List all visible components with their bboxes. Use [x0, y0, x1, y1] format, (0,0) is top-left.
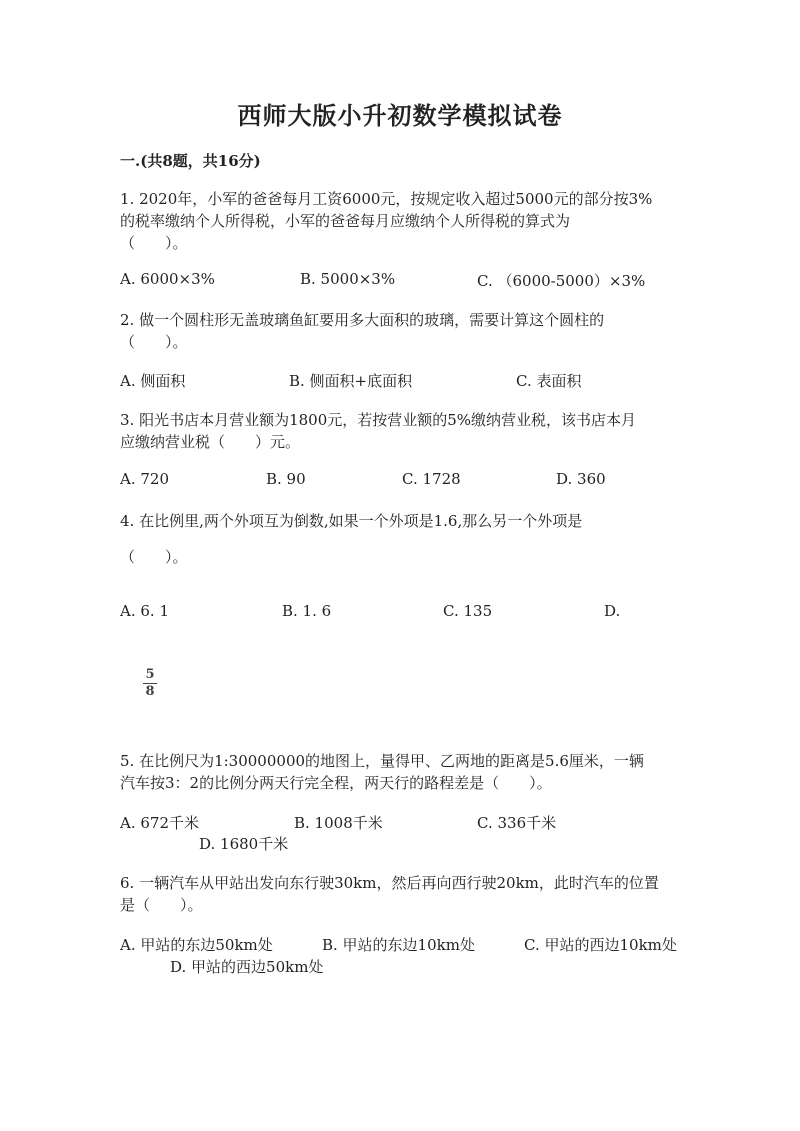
option-c: C. 135: [443, 602, 493, 620]
question-line: 1. 2020年，小军的爸爸每月工资6000元，按规定收入超过5000元的部分按3%: [120, 190, 653, 208]
option-c: C. （6000-5000）×3%: [477, 272, 646, 290]
option-d: D. 1680千米: [199, 835, 289, 853]
question-3: [120, 409, 636, 453]
question-4: [120, 510, 582, 568]
question-line: 5. 在比例尺为1:30000000的地图上，量得甲、乙两地的距离是5.6厘米，一辆: [120, 752, 644, 770]
option-d: D. 甲站的西边50km处: [170, 958, 324, 976]
option-b: B. 1. 6: [282, 602, 332, 620]
option-a: A. 6000×3%: [120, 270, 215, 288]
question-line: （ ）。: [120, 548, 188, 566]
option-b: B. 1008千米: [294, 814, 383, 832]
question-5: [120, 750, 644, 794]
question-line: （ ）。: [120, 234, 188, 252]
fraction-numerator: 5: [145, 667, 155, 682]
question-6: [120, 872, 659, 916]
page-title: 西师大版小升初数学模拟试卷: [237, 101, 563, 130]
question-line: （ ）。: [120, 333, 188, 351]
option-d: D.: [604, 602, 621, 620]
option-c: C. 甲站的西边10km处: [524, 936, 677, 954]
option-a: A. 甲站的东边50km处: [120, 936, 273, 954]
option-b: B. 甲站的东边10km处: [322, 936, 475, 954]
question-line: 是（ ）。: [120, 896, 203, 914]
question-line: 3. 阳光书店本月营业额为1800元，若按营业额的5%缴纳营业税，该书店本月: [120, 411, 637, 429]
question-line: 4. 在比例里,两个外项互为倒数,如果一个外项是1.6,那么另一个外项是: [120, 512, 583, 530]
question-line: 2. 做一个圆柱形无盖玻璃鱼缸要用多大面积的玻璃，需要计算这个圆柱的: [120, 311, 605, 329]
option-b: B. 侧面积+底面积: [289, 372, 413, 390]
option-a: A. 672千米: [120, 814, 199, 832]
option-a: A. 720: [120, 470, 169, 488]
option-b: B. 5000×3%: [300, 270, 396, 288]
option-c: C. 1728: [402, 470, 461, 488]
question-line: 的税率缴纳个人所得税，小军的爸爸每月应缴纳个人所得税的算式为: [120, 212, 571, 230]
option-d: D. 360: [556, 470, 606, 488]
question-2: [120, 309, 604, 353]
option-c: C. 336千米: [477, 814, 557, 832]
option-a: A. 侧面积: [120, 372, 186, 390]
option-a: A. 6. 1: [120, 602, 169, 620]
question-line: 6. 一辆汽车从甲站出发向东行驶30km，然后再向西行驶20km，此时汽车的位置: [120, 874, 659, 892]
question-line: 汽车按3：2的比例分两天行完全程，两天行的路程差是（ ）。: [120, 774, 552, 792]
option-b: B. 90: [266, 470, 306, 488]
question-1: [120, 188, 652, 254]
section-heading: 一.(共8题，共16分): [120, 152, 261, 170]
fraction-option-d: [143, 668, 157, 699]
fraction-denominator: 8: [145, 684, 155, 699]
option-c: C. 表面积: [516, 372, 582, 390]
question-line: 应缴纳营业税（ ）元。: [120, 433, 301, 451]
